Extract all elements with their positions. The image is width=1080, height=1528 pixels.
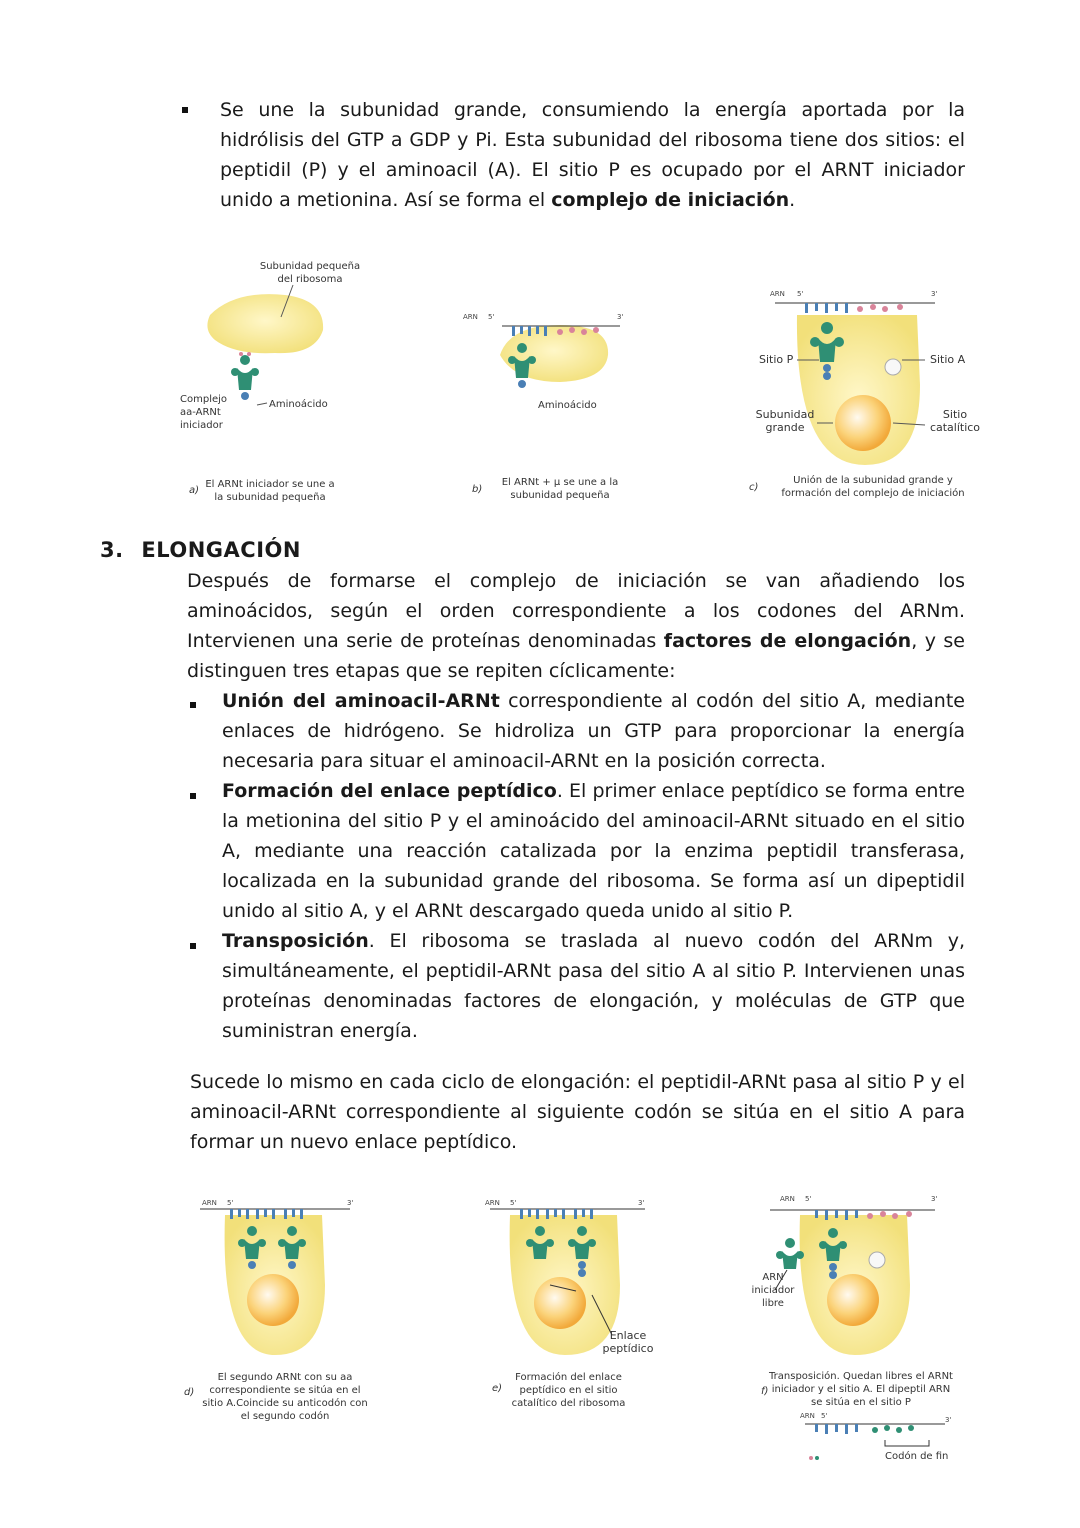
closing-paragraph: Sucede lo mismo en cada ciclo de elongación: el peptidil-ARNt pasa al sitio P y el aminoacil-ARNt correspondiente al siguiente codón se sitúa en el sitio A para formar un nuevo enlace peptídico. — [190, 1071, 965, 1153]
section-intro-bold: factores de elongación — [663, 630, 912, 652]
label-site-p: Sitio P — [759, 353, 794, 366]
caption-c: Unión de la subunidad grande y formación del complejo de iniciación — [781, 475, 965, 499]
label-3-e: 3' — [638, 1199, 645, 1207]
figure-c — [745, 285, 985, 515]
label-arn-c: ARN — [770, 290, 785, 298]
label-peptide-bond: Enlace peptídico — [602, 1329, 654, 1355]
section-heading — [100, 538, 301, 562]
bullet-marker — [190, 702, 196, 708]
top-paragraph-end: . — [789, 189, 796, 211]
figure-b — [460, 300, 640, 515]
letter-b: b) — [472, 484, 483, 495]
label-5-b: 5' — [488, 313, 495, 321]
top-paragraph-bold: complejo de iniciación — [551, 189, 790, 211]
label-3-f2: 3' — [945, 1416, 952, 1424]
label-aminoacid-a: Aminoácido — [269, 399, 328, 410]
label-stop-codon: Codón de fin — [885, 1451, 949, 1462]
section-number: 3. — [100, 538, 124, 562]
label-5-e: 5' — [510, 1199, 517, 1207]
bullet-transposition-bold: Transposición — [222, 930, 369, 952]
label-catalytic-site: Sitio catalítico — [929, 408, 981, 434]
label-arn-e: ARN — [485, 1199, 500, 1207]
bullet-union-text: correspondiente al codón del sitio A, mediante enlaces de hidrógeno. Se hidroliza un GTP para proporcionar la energía necesaria para situar el aminoacil-ARNt en la posición correcta. — [222, 690, 965, 772]
letter-c: c) — [749, 482, 759, 493]
label-arn-b: ARN — [463, 313, 478, 321]
letter-a: a) — [189, 485, 200, 496]
label-site-a: Sitio A — [930, 353, 966, 366]
section-title: ELONGACIÓN — [141, 538, 301, 562]
caption-b: El ARNt + μ se une a la subunidad pequeña — [501, 477, 619, 501]
bullet-formation-text: . El primer enlace peptídico se forma entre la metionina del sitio P y el aminoácido del aminoacil-ARNt situado en el sitio A, mediante una reacción catalizada por la enzima peptidil transferasa, localizada en la subunidad grande del ribosoma. Se forma así un dipeptidil unido al sitio A, y el ARNt descargado queda unido al sitio P. — [222, 780, 965, 922]
bullet-union — [222, 686, 965, 776]
bullet-formation — [222, 776, 965, 926]
caption-a: El ARNt iniciador se une a la subunidad pequeña — [205, 479, 335, 503]
label-3-b: 3' — [617, 313, 624, 321]
label-3-c: 3' — [931, 290, 938, 298]
figure-a — [175, 255, 361, 515]
figure-d — [180, 1195, 380, 1435]
section-intro — [187, 566, 965, 686]
bullet-formation-bold: Formación del enlace peptídico — [222, 780, 557, 802]
label-free-initiator: ARN iniciador libre — [751, 1272, 795, 1309]
label-aminoacid-b: Aminoácido — [538, 400, 597, 411]
label-complex: Complejo aa-ARNt iniciador — [180, 394, 228, 431]
top-paragraph-text: Se une la subunidad grande, consumiendo la energía aportada por la hidrólisis del GTP a GDP y Pi. Esta subunidad del ribosoma tiene dos sitios: el peptidil (P) y el aminoacil (A). El sitio P es ocupado por el ARNT iniciador unido a metionina. Así se forma el — [220, 99, 965, 211]
label-small-subunit: Subunidad pequeña del ribosoma — [259, 261, 361, 285]
label-3-d: 3' — [347, 1199, 354, 1207]
figure-f — [745, 1190, 985, 1480]
bullet-transposition — [222, 926, 965, 1046]
label-arn-d: ARN — [202, 1199, 217, 1207]
letter-f: f) — [761, 1386, 769, 1397]
label-5-f: 5' — [805, 1195, 812, 1203]
label-5-d: 5' — [227, 1199, 234, 1207]
figure-e — [480, 1195, 680, 1435]
label-large-subunit: Subunidad grande — [755, 408, 815, 434]
figure-a-drawing — [175, 255, 355, 515]
label-arn-f2: ARN — [800, 1412, 815, 1420]
label-3-f: 3' — [931, 1195, 938, 1203]
letter-d: d) — [184, 1387, 195, 1398]
section-intro-end: , y se distinguen tres etapas que se repiten cíclicamente: — [187, 630, 965, 682]
bullet-marker — [190, 943, 196, 949]
letter-e: e) — [492, 1383, 503, 1394]
bullet-marker — [190, 793, 196, 799]
bullet-marker — [182, 107, 188, 113]
bullet-transposition-text: . El ribosoma se traslada al nuevo codón del ARNm y, simultáneamente, el peptidil-ARNt pasa del sitio A al sitio P. Intervienen unas proteínas denominadas factores de elongación, y moléculas de GTP que suministran energía. — [222, 930, 965, 1042]
caption-e: Formación del enlace peptídico en el sitio catalítico del ribosoma — [511, 1372, 626, 1409]
label-arn-f: ARN — [780, 1195, 795, 1203]
section-intro-text: Después de formarse el complejo de iniciación se van añadiendo los aminoácidos, según el orden correspondiente a los codones del ARNm. Intervienen una serie de proteínas denominadas — [187, 570, 965, 652]
caption-f: Transposición. Quedan libres el ARNt iniciador y el sitio A. El dipeptil ARN se sitúa en el sitio P — [769, 1371, 953, 1408]
top-paragraph — [220, 95, 965, 215]
bullet-union-bold: Unión del aminoacil-ARNt — [222, 690, 500, 712]
figure-f-drawing — [745, 1190, 985, 1480]
caption-d: El segundo ARNt con su aa correspondiente se sitúa en el sitio A.Coincide su anticodón con el segundo codón — [202, 1372, 368, 1422]
label-5-c: 5' — [797, 290, 804, 298]
label-5-f2: 5' — [821, 1412, 828, 1420]
